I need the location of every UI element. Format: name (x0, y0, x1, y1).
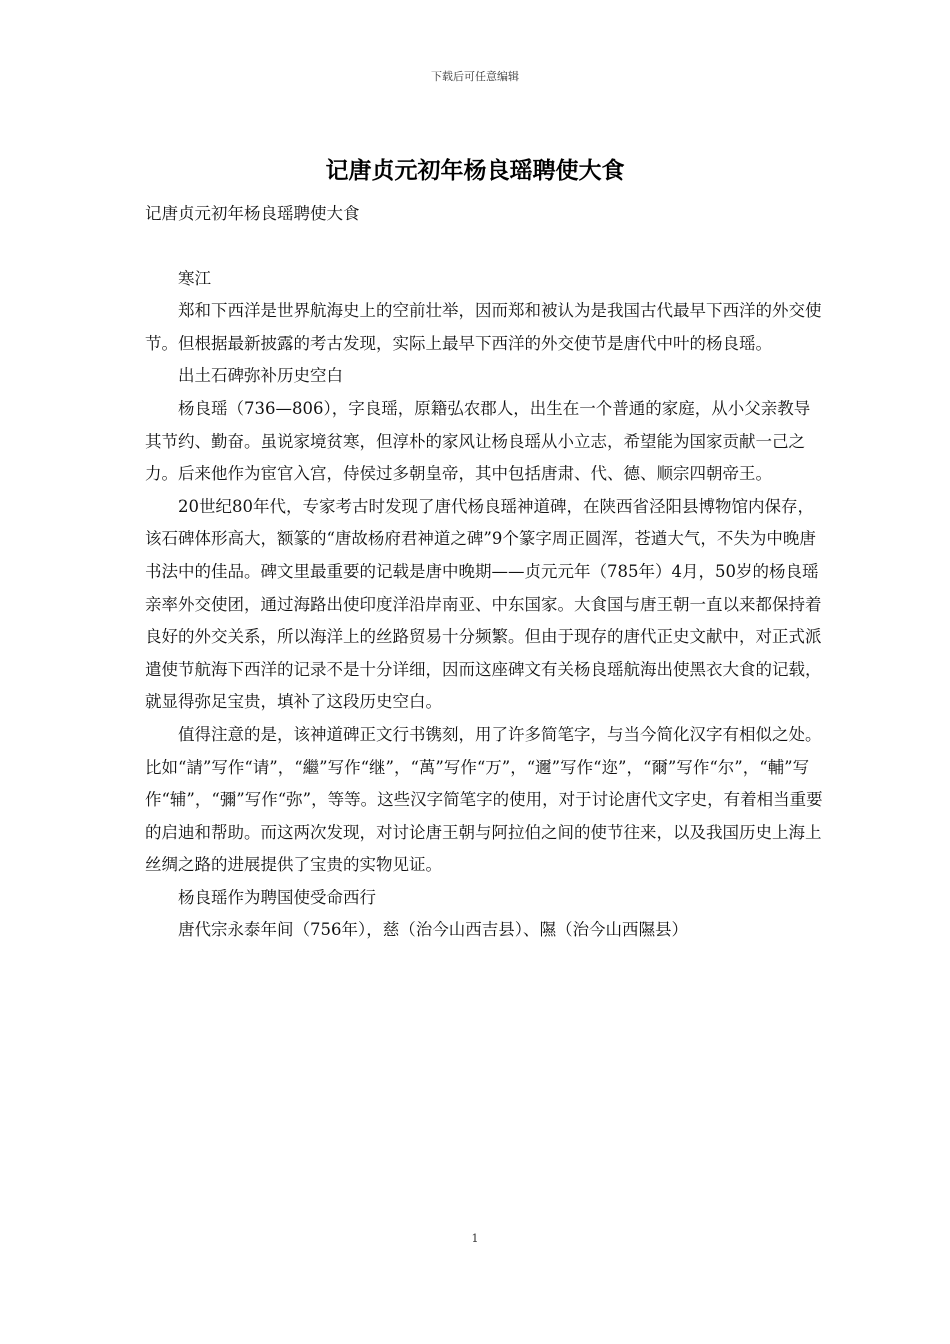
paragraph: 郑和下西洋是世界航海史上的空前壮举，因而郑和被认为是我国古代最早下西洋的外交使节。但根据最新披露的考古发现，实际上最早下西洋的外交使节是唐代中叶的杨良瑶。 (145, 301, 822, 353)
section-heading: 出土石碑弥补历史空白 (178, 366, 343, 386)
paragraph: 杨良瑶（736—806），字良瑶，原籍弘农郡人，出生在一个普通的家庭，从小父亲教导其节约、勤奋。虽说家境贫寒，但淳朴的家风让杨良瑶从小立志，希望能为国家贡献一己之力。后来他作为宦官入宫，侍侯过多朝皇帝，其中包括唐肃、代、德、顺宗四朝帝王。 (145, 398, 811, 484)
subtitle: 记唐贞元初年杨良瑶聘使大食 (145, 204, 360, 223)
document-body (145, 198, 825, 947)
blank-line (145, 231, 825, 263)
document-title: 记唐贞元初年杨良瑶聘使大食 (325, 158, 625, 184)
paragraph: 值得注意的是，该神道碑正文行书镌刻，用了许多简笔字，与当今简化汉字有相似之处。比如“請”写作“请”，“繼”写作“继”，“萬”写作“万”，“邇”写作“迩”，“爾”写作“尔”，“輔”写作“辅”，“彌”写作“弥”，等等。这些汉字简笔字的使用，对于讨论唐代文字史，有着相当重要的启迪和帮助。而这两次发现，对讨论唐王朝与阿拉伯之间的使节往来，以及我国历史上海上丝绸之路的进展提供了宝贵的实物见证。 (145, 724, 823, 875)
header-note: 下载后可任意编辑 (431, 70, 519, 83)
section-heading: 杨良瑶作为聘国使受命西行 (178, 887, 376, 907)
paragraph: 唐代宗永泰年间（756年），慈（治今山西吉县）、隰（治今山西隰县） (178, 920, 688, 940)
page-number: 1 (471, 1232, 479, 1245)
paragraph: 20世纪80年代，专家考古时发现了唐代杨良瑶神道碑，在陕西省泾阳县博物馆内保存，该石碑体形高大，额篆的“唐故杨府君神道之碑”9个篆字周正圆浑，苍遒大气，不失为中晚唐书法中的佳品。碑文里最重要的记载是唐中晚期——贞元元年（785年）4月，50岁的杨良瑶亲率外交使团，通过海路出使印度洋沿岸南亚、中东国家。大食国与唐王朝一直以来都保持着良好的外交关系，所以海洋上的丝路贸易十分频繁。但由于现存的唐代正史文献中，对正式派遣使节航海下西洋的记录不是十分详细，因而这座碑文有关杨良瑶航海出使黑衣大食的记载，就显得弥足宝贵，填补了这段历史空白。 (145, 496, 822, 712)
author-line: 寒江 (178, 268, 211, 288)
